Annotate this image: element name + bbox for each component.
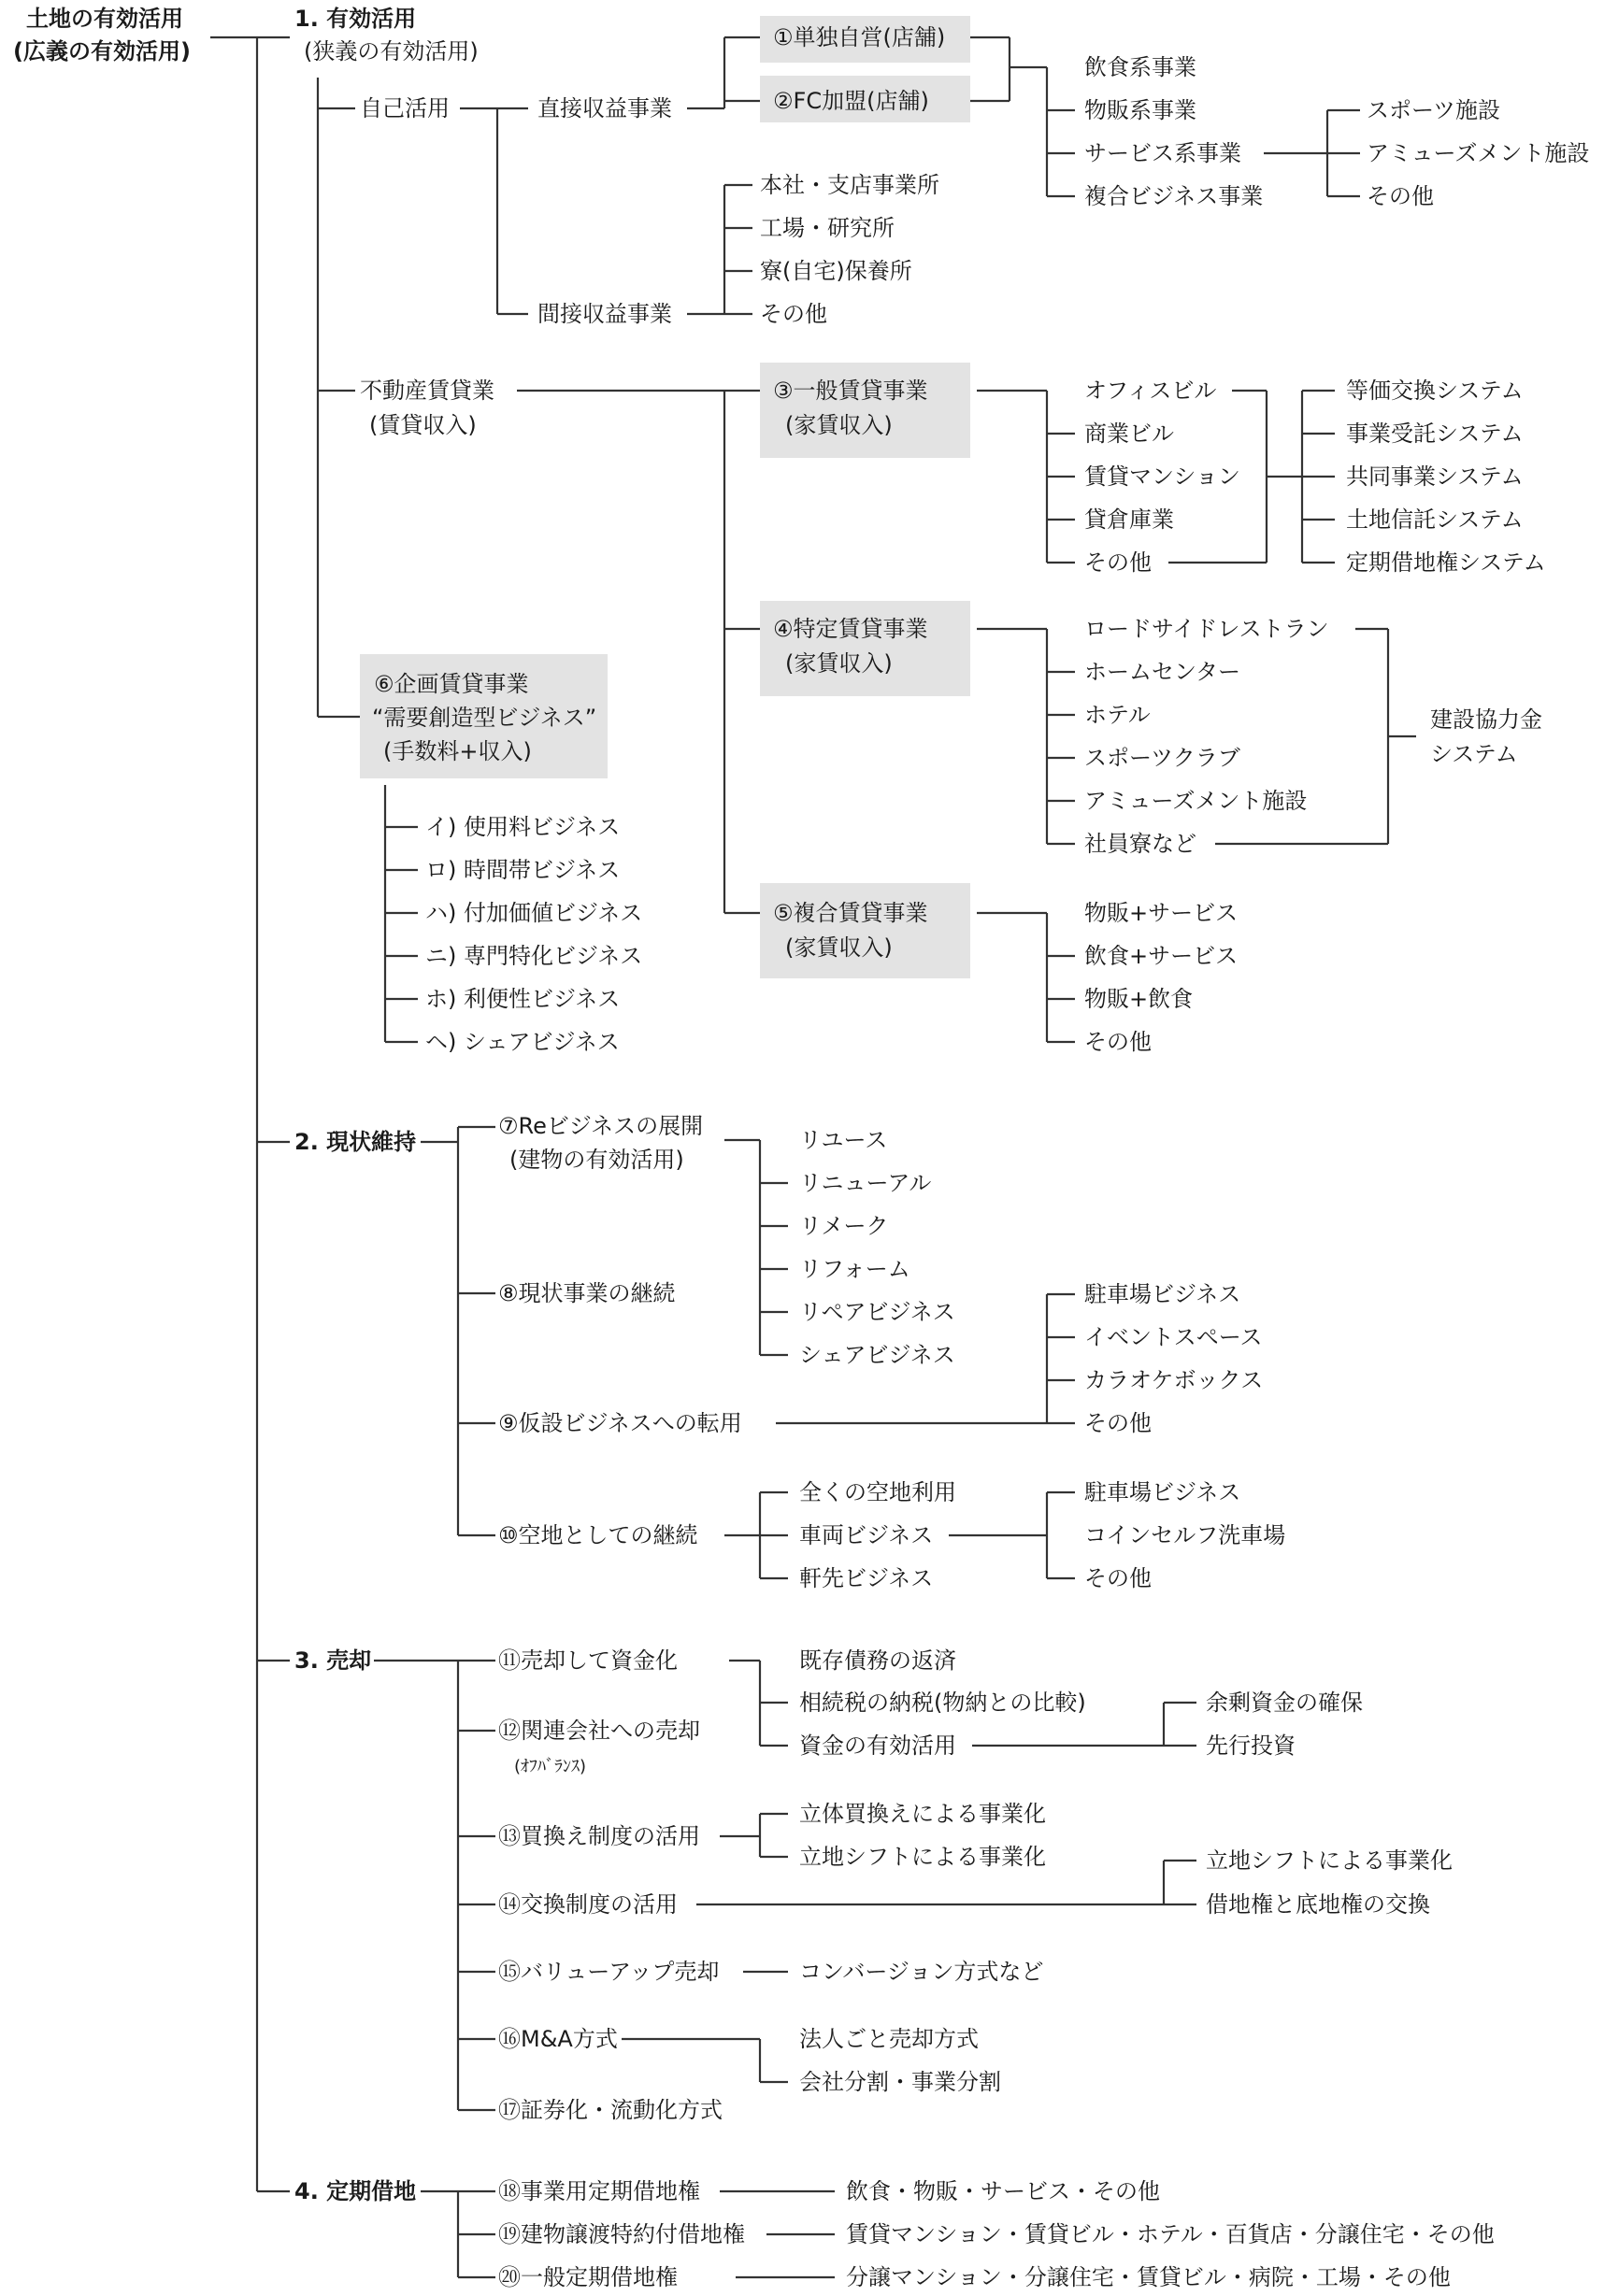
jiko-katsuyo: 自己活用: [360, 95, 450, 121]
exchange-system: ⑭交換制度の活用: [498, 1891, 678, 1918]
box6-label: ⑥企画賃貸事業: [374, 671, 529, 697]
kensetsu-line1: 建設協力金: [1430, 706, 1542, 733]
plan-item-1: イ) 使用料ビジネス: [425, 814, 621, 840]
root-title: 土地の有効活用: [26, 6, 183, 32]
re-item-4: リフォーム: [799, 1256, 910, 1282]
system-2: 事業受託システム: [1346, 421, 1524, 447]
affiliate-sale: ⑫関連会社への売却: [498, 1718, 700, 1744]
root-subtitle: (広義の有効活用): [13, 38, 191, 64]
box6-sub: “需要創造型ビジネス”: [372, 705, 597, 731]
re-item-1: リユース: [799, 1127, 888, 1153]
re-item-5: リペアビジネス: [799, 1299, 955, 1325]
direct-revenue: 直接収益事業: [537, 95, 672, 121]
sell-item-3: 資金の有効活用: [799, 1733, 956, 1759]
indirect-item-1: 本社・支店事業所: [760, 172, 939, 198]
box3-sub: (家賃収入): [785, 412, 893, 438]
plan-item-5: ホ) 利便性ビジネス: [425, 986, 621, 1012]
re-item-3: リメーク: [799, 1213, 889, 1239]
box4-sub: (家賃収入): [785, 650, 893, 677]
section-1-subtitle: (狭義の有効活用): [304, 38, 479, 64]
sell-for-cash: ⑪売却して資金化: [498, 1647, 678, 1674]
re-item-6: シェアビジネス: [799, 1342, 955, 1368]
re-business-sub: (建物の有効活用): [509, 1147, 684, 1173]
section-4-title: 4. 定期借地: [294, 2178, 417, 2204]
exchange-item-1: 立地シフトによる事業化: [1206, 1847, 1453, 1874]
vehicle-item-2: コインセルフ洗車場: [1084, 1522, 1286, 1548]
plan-item-4: ニ) 専門特化ビジネス: [425, 943, 643, 969]
specific-item-1: ロードサイドレストラン: [1084, 616, 1329, 642]
akichi-item-2: 車両ビジネス: [799, 1522, 934, 1548]
specific-item-2: ホームセンター: [1084, 659, 1241, 685]
section-1-title: 1. 有効活用: [294, 6, 417, 32]
transfer-lease-item: 賃貸マンション・賃貸ビル・ホテル・百貨店・分譲住宅・その他: [846, 2221, 1495, 2247]
ma-item-2: 会社分割・事業分割: [799, 2069, 1001, 2095]
re-item-2: リニューアル: [799, 1170, 932, 1196]
replacement-item-1: 立体買換えによる事業化: [799, 1801, 1046, 1827]
kasetsu-item-4: その他: [1084, 1410, 1152, 1436]
composite-item-4: その他: [1084, 1029, 1152, 1055]
indirect-item-3: 寮(自宅)保養所: [760, 258, 912, 284]
ma-method: ⑯M&A方式: [498, 2026, 618, 2052]
akichi-item-3: 軒先ビジネス: [799, 1565, 934, 1591]
system-3: 共同事業システム: [1346, 463, 1524, 490]
vehicle-item-1: 駐車場ビジネス: [1084, 1479, 1241, 1505]
indirect-item-2: 工場・研究所: [760, 215, 895, 241]
specific-item-5: アミューズメント施設: [1084, 788, 1308, 814]
composite-item-3: 物販+飲食: [1084, 986, 1194, 1012]
service-item-3: その他: [1367, 183, 1434, 209]
box3-label: ③一般賃貸事業: [773, 378, 928, 404]
sell-item-2: 相続税の納税(物納との比較): [799, 1690, 1086, 1716]
general-lease: ⑳一般定期借地権: [498, 2264, 678, 2290]
specific-item-4: スポーツクラブ: [1084, 745, 1240, 771]
general-item-4: 貸倉庫業: [1084, 506, 1174, 533]
business-lease: ⑱事業用定期借地権: [498, 2178, 700, 2204]
composite-item-1: 物販+サービス: [1084, 900, 1239, 926]
box5-label: ⑤複合賃貸事業: [773, 900, 928, 926]
general-lease-item: 分譲マンション・分譲住宅・賃貸ビル・病院・工場・その他: [846, 2264, 1451, 2290]
box6-sub2: (手数料+収入): [383, 738, 532, 764]
plan-item-6: ヘ) シェアビジネス: [425, 1029, 620, 1055]
value-up-sale: ⑮バリューアップ売却: [498, 1959, 720, 1985]
securitization: ⑰証券化・流動化方式: [498, 2097, 723, 2123]
vehicle-item-3: その他: [1084, 1565, 1152, 1591]
sell-item-1: 既存債務の返済: [799, 1647, 956, 1674]
section-2-title: 2. 現状維持: [294, 1129, 417, 1155]
kasetsu-item-1: 駐車場ビジネス: [1084, 1281, 1241, 1307]
fund-item-1: 余剰資金の確保: [1206, 1690, 1363, 1716]
real-estate-rental: 不動産賃貸業: [360, 378, 494, 404]
composite-item-2: 飲食+サービス: [1084, 943, 1239, 969]
plan-item-3: ハ) 付加価値ビジネス: [425, 900, 643, 926]
direct-item-1: 飲食系事業: [1084, 54, 1196, 80]
box1-label: ①単独自営(店舗): [773, 24, 946, 50]
akichi-item-1: 全くの空地利用: [799, 1479, 956, 1505]
system-5: 定期借地権システム: [1346, 549, 1546, 576]
re-business: ⑦Reビジネスの展開: [498, 1113, 704, 1139]
temporary-business: ⑨仮設ビジネスへの転用: [498, 1410, 742, 1436]
fund-item-2: 先行投資: [1206, 1733, 1296, 1759]
ma-item-1: 法人ごと売却方式: [799, 2026, 979, 2052]
specific-item-6: 社員寮など: [1084, 831, 1196, 857]
box4-label: ④特定賃貸事業: [773, 616, 928, 642]
real-estate-rental-sub: (賃貸収入): [369, 412, 477, 438]
section-3-title: 3. 売却: [294, 1647, 372, 1674]
system-4: 土地信託システム: [1346, 506, 1524, 533]
general-item-5: その他: [1084, 549, 1152, 576]
vacant-land: ⑩空地としての継続: [498, 1522, 698, 1548]
direct-item-3: サービス系事業: [1084, 140, 1241, 166]
kensetsu-line2: システム: [1430, 741, 1518, 767]
replacement-system: ⑬買換え制度の活用: [498, 1823, 700, 1849]
current-business: ⑧現状事業の継続: [498, 1280, 676, 1306]
indirect-item-4: その他: [760, 301, 827, 327]
transfer-lease: ⑲建物譲渡特約付借地権: [498, 2221, 745, 2247]
indirect-revenue: 間接収益事業: [537, 301, 672, 327]
service-item-1: スポーツ施設: [1367, 97, 1501, 123]
exchange-item-2: 借地権と底地権の交換: [1206, 1891, 1430, 1918]
business-lease-item: 飲食・物販・サービス・その他: [846, 2178, 1160, 2204]
system-1: 等価交換システム: [1346, 378, 1524, 404]
box5-sub: (家賃収入): [785, 934, 893, 961]
service-item-2: アミューズメント施設: [1367, 140, 1590, 166]
direct-item-2: 物販系事業: [1084, 97, 1196, 123]
conversion-item: コンバージョン方式など: [799, 1959, 1044, 1985]
general-item-2: 商業ビル: [1084, 421, 1174, 447]
affiliate-sale-sub: (ｵﾌﾊﾞﾗﾝｽ): [514, 1757, 587, 1776]
general-item-1: オフィスビル: [1084, 378, 1217, 404]
kasetsu-item-2: イベントスペース: [1084, 1324, 1263, 1350]
plan-item-2: ロ) 時間帯ビジネス: [425, 857, 621, 883]
direct-item-4: 複合ビジネス事業: [1084, 183, 1264, 209]
general-item-3: 賃貸マンション: [1084, 463, 1240, 490]
replacement-item-2: 立地シフトによる事業化: [799, 1844, 1046, 1870]
box2-label: ②FC加盟(店舗): [773, 88, 929, 114]
kasetsu-item-3: カラオケボックス: [1084, 1367, 1264, 1393]
specific-item-3: ホテル: [1084, 702, 1151, 728]
